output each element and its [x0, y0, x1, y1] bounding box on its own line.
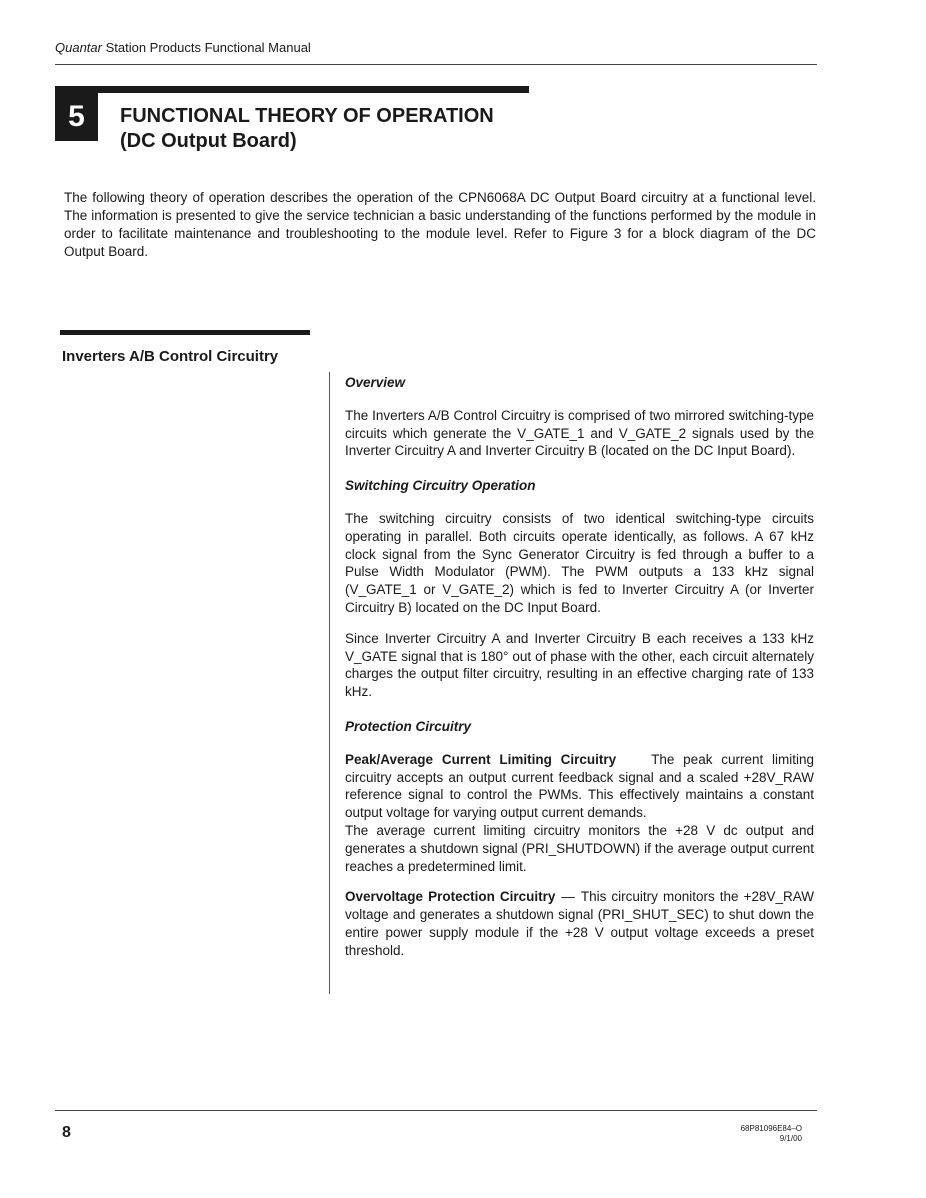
peak-paragraph	[345, 751, 814, 822]
chapter-title-line1: FUNCTIONAL THEORY OF OPERATION	[120, 105, 494, 127]
doc-date: 9/1/00	[779, 1134, 802, 1143]
doc-code: 68P81096E84–O	[740, 1124, 802, 1133]
overview-title: Overview	[345, 375, 406, 390]
running-header	[55, 40, 311, 55]
chapter-title-line2: (DC Output Board)	[120, 130, 297, 152]
intro-paragraph: The following theory of operation describes the operation of the CPN6068A DC Output Board circuitry at a functional level. The information is presented to give the service technician a basic understanding of the functions performed by the module in order to facilitate maintenance and troubleshooting to the module level. Refer to Figure 3 for a block diagram of the DC Output Board.	[64, 190, 816, 259]
section-content	[345, 374, 814, 973]
header-rule	[55, 64, 817, 65]
brand-name: Quantar	[55, 40, 102, 55]
peak-text: The peak current limiting circuitry accepts an output current feedback signal and a scaled +28V_RAW reference signal to control the PWMs. This effectively maintains a constant output voltage for varying output current demands.	[345, 751, 814, 821]
section-heading: Inverters A/B Control Circuitry	[62, 348, 279, 365]
page-number: 8	[62, 1124, 71, 1141]
document-code	[690, 1124, 802, 1144]
manual-title: Station Products Functional Manual	[101, 40, 311, 55]
footer-rule	[55, 1110, 817, 1111]
overvoltage-label: Overvoltage Protection Circuitry	[345, 889, 556, 905]
chapter-title	[120, 104, 494, 154]
switching-paragraph-1: The switching circuitry consists of two identical switching-type circuits operating in parallel. Both circuits operate identically, as follows. A 67 kHz clock signal from the Sync Generator Circuitry is fed through a buffer to a Pulse Width Modulator (PWM). The PWM outputs a 133 kHz signal (V_GATE_1 or V_GATE_2) which is fed to Inverter Circuitry A (or Inverter Circuitry B) located on the DC Input Board.	[345, 510, 814, 615]
switching-title: Switching Circuitry Operation	[345, 478, 536, 494]
overvoltage-paragraph	[345, 888, 814, 959]
section-bar	[60, 330, 310, 335]
chapter-bar	[55, 86, 529, 93]
switching-paragraph-2: Since Inverter Circuitry A and Inverter Circuitry B each receives a 133 kHz V_GATE signal that is 180° out of phase with the other, each circuit alternately charges the output filter circuitry, resulting in an effective charging rate of 133 kHz.	[345, 630, 814, 700]
overview-text: The Inverters A/B Control Circuitry is comprised of two mirrored switching-type circuits which generate the V_GATE_1 and V_GATE_2 signals used by the Inverter Circuitry A and Inverter Circuitry B (located on the DC Input Board).	[345, 407, 814, 459]
protection-title: Protection Circuitry	[345, 718, 472, 734]
section-divider	[329, 372, 330, 994]
overvoltage-separator: —	[561, 889, 575, 905]
peak-label: Peak/Average Current Limiting Circuitry	[345, 751, 617, 767]
overvoltage-text: This circuitry monitors the +28V_RAW voltage and generates a shutdown signal (PRI_SHUT_SEC) to shut down the entire power supply module if the +28 V output voltage exceeds a preset threshold.	[345, 889, 814, 958]
average-paragraph: The average current limiting circuitry monitors the +28 V dc output and generates a shutdown signal (PRI_SHUTDOWN) if the average output current reaches a predetermined limit.	[345, 822, 814, 874]
chapter-number: 5	[55, 93, 98, 141]
